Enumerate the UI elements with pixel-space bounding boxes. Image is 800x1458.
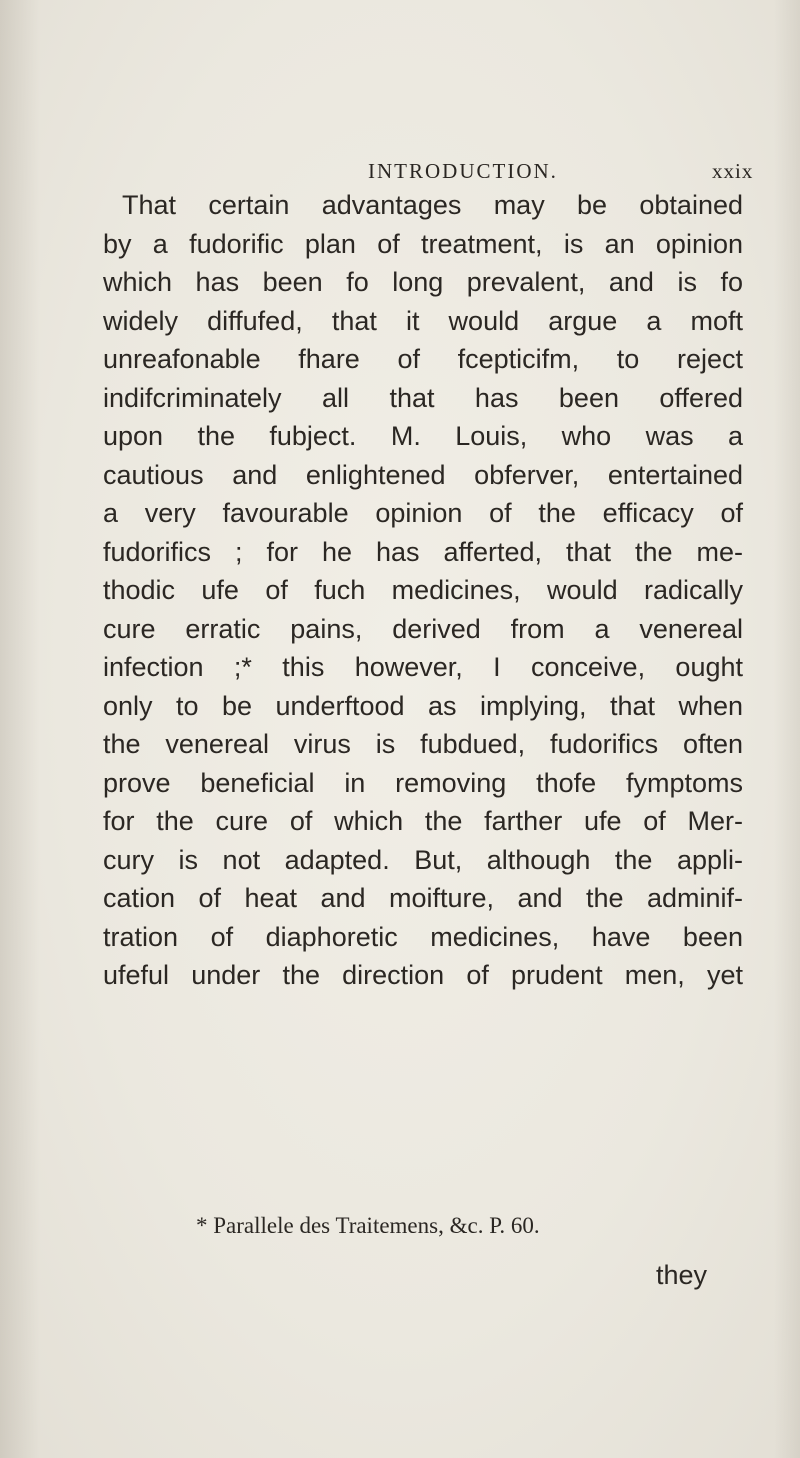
text-line: a very favourable opinion of the efficacy of — [103, 498, 743, 528]
text-line: widely diffufed, that it would argue a moft — [103, 305, 743, 336]
text-line: cure erratic pains, derived from a venereal — [103, 613, 743, 644]
text-line: unreafonable fhare of fcepticifm, to reject — [103, 344, 743, 374]
text-line: prove beneficial in removing thofe fymptoms — [103, 767, 743, 798]
text-line: infection ;* this however, I conceive, ought — [103, 652, 743, 682]
catchword: they — [656, 1260, 708, 1290]
text-line: That certain advantages may be obtained — [122, 190, 743, 220]
text-line: cautious and enlightened obferver, entertained — [103, 459, 743, 490]
body-text — [103, 186, 743, 995]
footnote: * Parallele des Traitemens, &c. P. 60. — [196, 1213, 540, 1238]
text-line: for the cure of which the farther ufe of Mer- — [103, 806, 743, 836]
text-line: by a fudorific plan of treatment, is an opinion — [103, 228, 743, 259]
text-line: upon the fubject. M. Louis, who was a — [103, 421, 743, 451]
text-line: ufeful under the direction of prudent men, yet — [103, 960, 743, 990]
text-line: thodic ufe of fuch medicines, would radically — [103, 575, 743, 605]
text-line: the venereal virus is fubdued, fudorifics often — [103, 729, 743, 759]
page-number: xxix — [712, 159, 754, 183]
running-head — [0, 159, 800, 189]
text-line: only to be underftood as implying, that when — [103, 690, 743, 721]
text-line: tration of diaphoretic medicines, have been — [103, 921, 743, 952]
text-line: fudorifics ; for he has afferted, that the me- — [103, 536, 743, 567]
gutter-shadow — [0, 0, 40, 1458]
text-line: cury is not adapted. But, although the appli- — [103, 844, 743, 875]
text-line: indifcriminately all that has been offered — [103, 382, 743, 413]
text-line: which has been fo long prevalent, and is fo — [103, 267, 743, 297]
text-line: cation of heat and moifture, and the adminif- — [103, 883, 743, 913]
page-edge-shadow — [774, 0, 800, 1458]
running-head-title: INTRODUCTION. — [368, 159, 558, 183]
